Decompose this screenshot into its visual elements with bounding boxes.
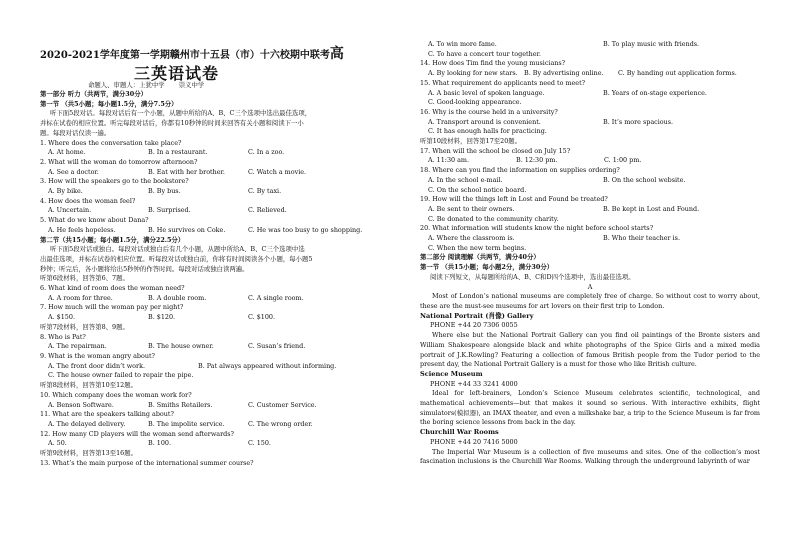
option-b: B. In a restaurant. (148, 148, 208, 157)
question-5: 5. What do we know about Dana? (40, 216, 149, 225)
authors-label: 命题人、审题人： (88, 81, 140, 89)
option-c: C. Susan’s friend. (248, 342, 306, 351)
option-c: C. 150. (248, 439, 271, 448)
question-3-options (40, 187, 392, 197)
section2-heading: 第二节（共15小题；每小题1.5分，满分22.5分） (40, 235, 185, 244)
option-a: A. At home. (48, 148, 86, 157)
option-b: B. The impolite service. (148, 419, 225, 428)
question-2: 2. What will the woman do tomorrow afternoon? (40, 157, 198, 166)
question-4: 4. How does the woman feel? (40, 196, 136, 205)
option-a: A. A basic level of spoken language. (428, 88, 545, 97)
option-c: C. Customer Service. (248, 400, 317, 409)
right-column (420, 40, 760, 467)
question-16: 16. Why is the course held in a university? (420, 107, 558, 116)
question-10-options (40, 401, 392, 411)
museum-phone-science: PHONE +44 33 3241 4000 (430, 379, 518, 388)
question-13-option-c: C. To have a concert tour together. (428, 49, 541, 58)
question-1: 1. Where does the conversation take place? (40, 138, 182, 147)
material-9-note: 听第9段材料，回答第13至16题。 (40, 449, 138, 458)
section2-instruction-1: 听下面5段对话或独白。每段对话或独白后有几个小题，从题中所给A、B、C三个选项中选 (50, 245, 305, 254)
material-10-note: 听第10段材料，回答第17至20题。 (420, 137, 522, 146)
material-8-note: 听第8段材料，回答第10至12题。 (40, 381, 138, 390)
section1-instruction-2: 并标在试卷的相应位置。听完每段对话后，你都有10秒钟的时间来回答有关小题和阅读下一小 (40, 119, 304, 128)
question-8-options (40, 342, 392, 352)
option-b: B. Who their teacher is. (603, 234, 680, 243)
passage-intro: Most of London’s national museums are completely free of charge. So without cost to worry about, these are the must-see museums for art lovers on their first trip to London. (420, 292, 760, 310)
question-19-options (420, 205, 760, 215)
option-c: C. The wrong order. (248, 419, 313, 428)
museum-text-science: Ideal for left-brainers, London’s Science Museum celebrates scientific, technological, and mathematical achievements—but that makes it sound so serious. With interactive exhibits, flight simulators(模拟器), an IMAX theater, and even a milkshake bar, a trip to the Science Museum is far from the boring science lessons from back in the day. (420, 389, 760, 427)
option-a: A. The front door didn’t work. (48, 361, 145, 370)
museum-text-churchill: The Imperial War Museum is a collection of five museums and sites. One of the collection’s most fascination inclusions is the Churchill War Rooms. Walking through the underground labyrinth of war (420, 447, 760, 466)
option-a: A. 50. (48, 439, 67, 448)
option-a: A. Where the classroom is. (428, 234, 515, 243)
option-a: A. He feels hopeless. (48, 225, 116, 234)
question-9-option-c: C. The house owner failed to repair the pipe. (48, 371, 194, 380)
authors-line (88, 80, 392, 90)
question-6: 6. What kind of room does the woman need? (40, 284, 185, 293)
option-b: B. Smiths Retailers. (148, 400, 213, 409)
option-b: B. It’s more spacious. (603, 117, 674, 126)
question-1-options (40, 148, 392, 158)
option-b: B. $120. (148, 313, 176, 322)
question-8: 8. Who is Pat? (40, 332, 86, 341)
reading-instruction: 阅读下列短文，从每题所给的A、B、C和D四个选项中，选出最佳选项。 (430, 272, 635, 281)
question-6-options (40, 294, 392, 304)
option-c: C. By handing out application forms. (618, 69, 737, 78)
option-b: B. On the school website. (603, 175, 686, 184)
option-a: A. To win more fame. (428, 40, 497, 48)
option-b: B. He survives on Coke. (148, 225, 226, 234)
option-a: A. By bike. (48, 187, 83, 196)
part1-heading: 第一部分 听力（共两节，满分30分） (40, 90, 147, 98)
question-19-option-c: C. Be donated to the community charity. (428, 214, 559, 223)
question-12: 12. How many CD players will the woman send afterwards? (40, 429, 234, 438)
question-7-options (40, 313, 392, 323)
option-a: A. Transport around is convenient. (428, 117, 541, 126)
question-14-options (420, 69, 760, 79)
section1-instruction-1: 听下面5段对话。每段对话后有一个小题，从题中所给的A、B、C三个选项中选出最佳选项， (50, 109, 312, 118)
option-a: A. $150. (48, 313, 75, 322)
option-a: A. See a doctor. (48, 167, 99, 176)
question-11: 11. What are the speakers talking about? (40, 410, 174, 419)
option-a: A. Uncertain. (48, 206, 92, 215)
part2-heading: 第二部分 阅读理解（共两节，满分40分） (420, 253, 540, 262)
question-15-options (420, 89, 760, 99)
option-a: A. In the school e-mail. (428, 175, 503, 184)
question-17-options (420, 156, 760, 166)
title-text-end: 高 (329, 46, 344, 62)
title-text: 2020-2021学年度第一学期赣州市十五县（市）十六校期中联考 (40, 50, 330, 61)
section2-instruction-3: 秒钟；听完后，各小题将给出5秒钟的作答时间。每段对话或独白读两遍。 (40, 264, 249, 273)
option-b: B. Be kept in Lost and Found. (603, 204, 700, 213)
option-a: A. The repairman. (48, 342, 107, 351)
option-a: A. A room for three. (48, 293, 113, 302)
option-c: C. By taxi. (248, 187, 282, 196)
option-b: B. Surprised. (148, 206, 191, 215)
option-b: B. By bus. (148, 187, 181, 196)
question-17: 17. When will the school be closed on July 15? (420, 146, 571, 155)
option-b: B. 100. (148, 439, 171, 448)
option-a: A. The delayed delivery. (48, 419, 126, 428)
option-b: B. 12:30 pm. (516, 156, 558, 165)
question-11-options (40, 420, 392, 430)
material-6-note: 听第6段材料，回答第6、7题。 (40, 274, 129, 283)
museum-text-npg: Where else but the National Portrait Gallery can you find oil paintings of the Bronte sisters and William Shakespeare alongside black and white photographs of the Spice Girls and a mixed media portrait of J.K.Rowling? Featuring a collection of famous British people from the Tudor period to the present day, the National Portrait Gallery is a must for those who like British culture. (420, 331, 760, 369)
author-1: 上犹中学 (139, 81, 165, 89)
question-15: 15. What requirement do applicants need to meet? (420, 78, 586, 87)
question-18: 18. Where can you find the information on supplies ordering? (420, 166, 620, 175)
option-b: B. The house owner. (148, 342, 214, 351)
museum-heading-churchill: Churchill War Rooms (420, 428, 499, 437)
question-19: 19. How will the things left in Lost and Found be treated? (420, 195, 608, 204)
option-b: B. Pat always appeared without informing. (198, 361, 337, 370)
material-7-note: 听第7段材料，回答第8、9题。 (40, 322, 129, 331)
question-10: 10. Which company does the woman work for? (40, 390, 192, 399)
option-c: C. $100. (248, 313, 276, 322)
question-16-option-c: C. It has enough halls for practicing. (428, 127, 547, 136)
question-4-options (40, 206, 392, 216)
option-a: A. Be sent to their owners. (428, 204, 515, 213)
reading-section1-heading: 第一节 （共15小题；每小题2分，满分30分） (420, 263, 554, 272)
question-16-options (420, 118, 760, 128)
question-3: 3. How will the speakers go to the bookstore? (40, 177, 189, 186)
section1-instruction-3: 题。每段对话仅读一遍。 (40, 128, 111, 137)
option-b: B. By advertising online. (524, 69, 604, 78)
option-c: C. He was too busy to go shopping. (248, 225, 363, 234)
question-15-option-c: C. Good-looking appearance. (428, 98, 522, 107)
museum-phone-npg: PHONE +44 20 7306 0055 (430, 321, 518, 330)
question-18-option-c: C. On the school notice board. (428, 185, 527, 194)
question-12-options (40, 439, 392, 449)
question-13: 13. What’s the main purpose of the international summer course? (40, 458, 254, 467)
option-b: B. A double room. (148, 293, 207, 302)
exam-title-line1 (40, 47, 392, 63)
museum-heading-npg: National Portrait (肖像) Gallery (420, 311, 534, 320)
option-c: C. A single room. (248, 293, 304, 302)
section2-instruction-2: 出最佳选项，并标在试卷的相应位置。听每段对话或独白前，你将有时间阅读各个小题，每小题5 (40, 254, 313, 263)
question-13-options (420, 40, 760, 50)
option-a: A. 11:30 am. (428, 156, 470, 165)
option-b: B. Eat with her brother. (148, 167, 225, 176)
question-20: 20. What information will students know the night before school starts? (420, 224, 654, 233)
question-14: 14. How does Tim find the young musicians? (420, 59, 566, 68)
question-9: 9. What is the woman angry about? (40, 351, 155, 360)
author-2: 崇义中学 (178, 81, 205, 89)
option-c: C. Watch a movie. (248, 167, 307, 176)
question-7: 7. How much will the woman pay per night? (40, 303, 184, 312)
question-18-options (420, 176, 760, 186)
question-20-option-c: C. When the new term begins. (428, 243, 527, 252)
question-20-options (420, 234, 760, 244)
option-c: C. 1:00 pm. (604, 156, 642, 165)
question-2-options (40, 168, 392, 178)
question-9-options (40, 362, 392, 372)
left-column (40, 38, 392, 468)
passage-label: A (587, 282, 593, 291)
option-c: C. Relieved. (248, 206, 287, 215)
exam-title-line2: 三英语试卷 (134, 64, 220, 83)
option-a: A. By looking for new stars. (428, 69, 518, 78)
section1-heading: 第一节 （共5小题；每小题1.5分，满分7.5分） (40, 99, 178, 108)
question-5-options (40, 226, 392, 236)
option-c: C. In a zoo. (248, 148, 285, 157)
option-a: A. Benson Software. (48, 400, 114, 409)
museum-phone-churchill: PHONE +44 20 7416 5000 (430, 437, 518, 446)
option-b: B. Years of on-stage experience. (603, 88, 707, 97)
museum-heading-science: Science Museum (420, 369, 483, 378)
option-b: B. To play music with friends. (603, 40, 700, 48)
